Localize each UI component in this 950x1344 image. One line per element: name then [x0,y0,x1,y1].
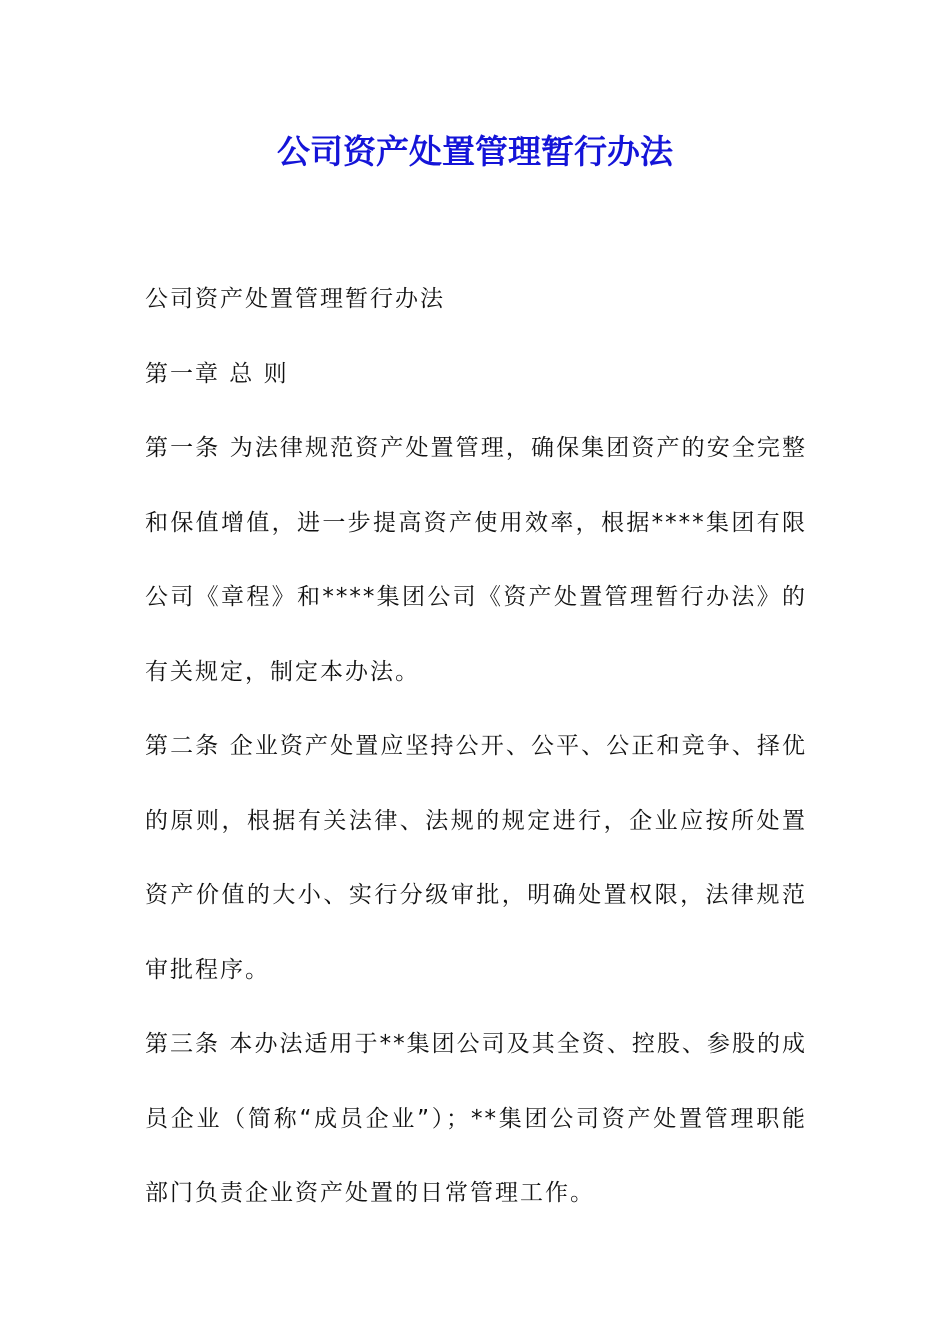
article-1: 第一条 为法律规范资产处置管理，确保集团资产的安全完整和保值增值，进一步提高资产使用效率，根据****集团有限公司《章程》和****集团公司《资产处置管理暂行办法》的有关规定，制定本办法。 [145,435,807,685]
chapter-heading: 第一章 总 则 [145,360,289,387]
document-title: 公司资产处置管理暂行办法 [277,132,673,171]
document-body [145,262,807,1231]
document-subtitle: 公司资产处置管理暂行办法 [145,286,445,312]
article-3: 第三条 本办法适用于**集团公司及其全资、控股、参股的成员企业（简称“成员企业”）；**集团公司资产处置管理职能部门负责企业资产处置的日常管理工作。 [145,1031,807,1206]
article-2: 第二条 企业资产处置应坚持公开、公平、公正和竞争、择优的原则，根据有关法律、法规的规定进行，企业应按所处置资产价值的大小、实行分级审批，明确处置权限，法律规范审批程序。 [145,733,807,983]
